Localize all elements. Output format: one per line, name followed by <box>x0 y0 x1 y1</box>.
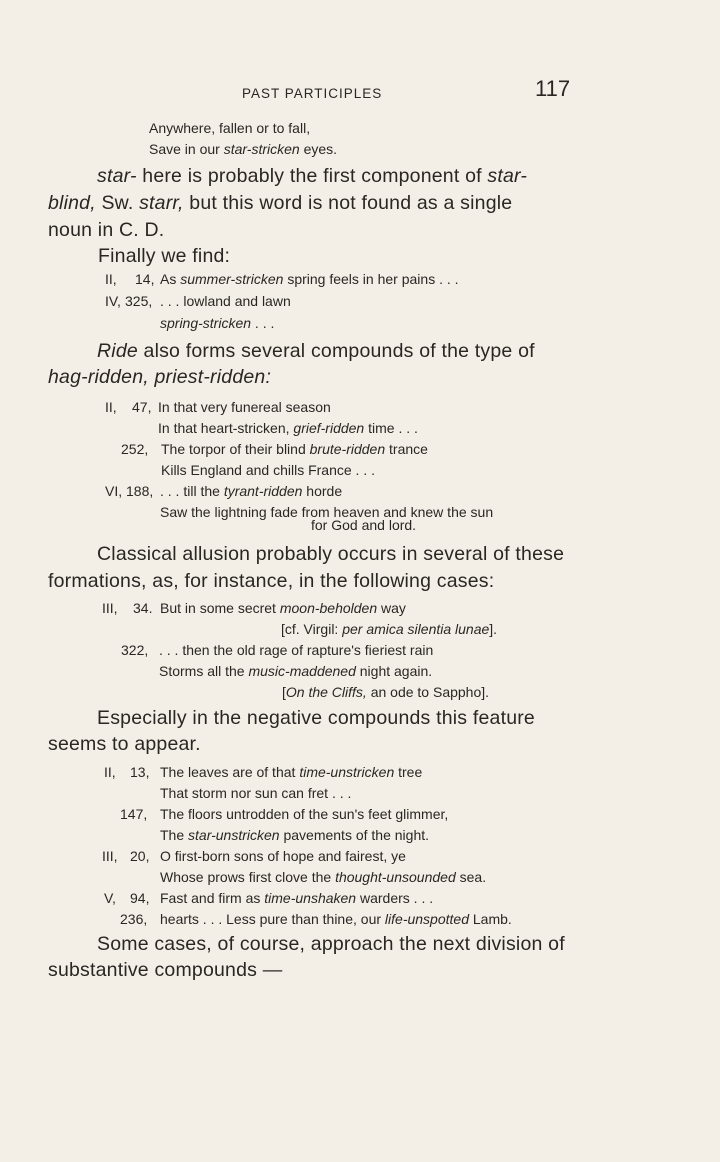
paragraph-line: Some cases, of course, approach the next division of <box>97 933 565 955</box>
quote-line: In that heart-stricken, grief-ridden time . . . <box>158 420 418 436</box>
citation-line: 252, <box>121 441 149 457</box>
citation-line: 20, <box>130 848 150 864</box>
quote-line: . . . till the tyrant-ridden horde <box>160 483 343 499</box>
quote-line: [cf. Virgil: per amica silentia lunae]. <box>281 621 498 637</box>
citation-ref: VI, <box>105 483 123 499</box>
citation-line: 47, <box>132 399 152 415</box>
running-title: PAST PARTICIPLES <box>242 86 383 101</box>
quote-line: . . . lowland and lawn <box>160 293 291 309</box>
paragraph-line: star- here is probably the first component of star- <box>97 165 528 187</box>
paragraph-line: blind, Sw. starr, but this word is not found as a single <box>48 192 513 214</box>
citation-line: 236, <box>120 911 148 927</box>
page-number: 117 <box>535 76 571 101</box>
citation-line: 13, <box>130 764 150 780</box>
citation-line: 322, <box>121 642 149 658</box>
quote-line: for God and lord. <box>311 517 417 533</box>
citation-ref: II, <box>104 764 116 780</box>
quote-line: spring-stricken . . . <box>160 315 275 331</box>
citation-ref: IV, <box>105 293 121 309</box>
quote-line: O first-born sons of hope and fairest, ye <box>160 848 406 864</box>
citation-ref: III, <box>102 600 118 616</box>
quote-line: As summer-stricken spring feels in her pains . . . <box>160 271 459 287</box>
paragraph-line: Finally we find: <box>98 245 231 267</box>
paragraph-line: formations, as, for instance, in the following cases: <box>48 570 495 592</box>
citation-ref: II, <box>105 399 117 415</box>
citation-ref: II, <box>105 271 117 287</box>
quote-line: The floors untrodden of the sun's feet glimmer, <box>160 806 449 822</box>
quote-line: The star-unstricken pavements of the night. <box>160 827 430 843</box>
quote-line: In that very funereal season <box>158 399 331 415</box>
paragraph-line: substantive compounds — <box>48 959 283 981</box>
quote-line: Kills England and chills France . . . <box>161 462 375 478</box>
quote-line: Save in our star-stricken eyes. <box>149 141 338 157</box>
quote-line: Whose prows first clove the thought-unsounded sea. <box>160 869 487 885</box>
quote-line: That storm nor sun can fret . . . <box>160 785 352 801</box>
quote-line: Fast and firm as time-unshaken warders . . . <box>160 890 434 906</box>
quote-line: But in some secret moon-beholden way <box>160 600 406 616</box>
citation-line: 94, <box>130 890 150 906</box>
paragraph-line: noun in C. D. <box>48 219 165 241</box>
paragraph-line: Classical allusion probably occurs in several of these <box>97 543 565 565</box>
quote-line: The torpor of their blind brute-ridden trance <box>161 441 428 457</box>
page-header <box>0 76 720 106</box>
paragraph-line: Especially in the negative compounds this feature <box>97 707 535 729</box>
paragraph-line: Ride also forms several compounds of the type of <box>97 340 535 362</box>
citation-line: 14, <box>135 271 155 287</box>
citation-line: 325, <box>125 293 153 309</box>
quote-line: Storms all the music-maddened night again. <box>159 663 433 679</box>
quote-line: The leaves are of that time-unstricken tree <box>160 764 423 780</box>
paragraph-line: seems to appear. <box>48 733 201 755</box>
quote-line: . . . then the old rage of rapture's fieriest rain <box>159 642 434 658</box>
quote-line: Anywhere, fallen or to fall, <box>149 120 311 136</box>
citation-line: 188, <box>126 483 154 499</box>
citation-line: 34. <box>133 600 153 616</box>
quote-line: Saw the lightning fade from heaven and knew the sun <box>160 504 494 520</box>
quote-line: [On the Cliffs, an ode to Sappho]. <box>282 684 490 700</box>
citation-ref: V, <box>104 890 116 906</box>
quote-line: hearts . . . Less pure than thine, our life-unspotted Lamb. <box>160 911 512 927</box>
paragraph-line: hag-ridden, priest-ridden: <box>48 366 272 388</box>
citation-line: 147, <box>120 806 148 822</box>
citation-ref: III, <box>102 848 118 864</box>
